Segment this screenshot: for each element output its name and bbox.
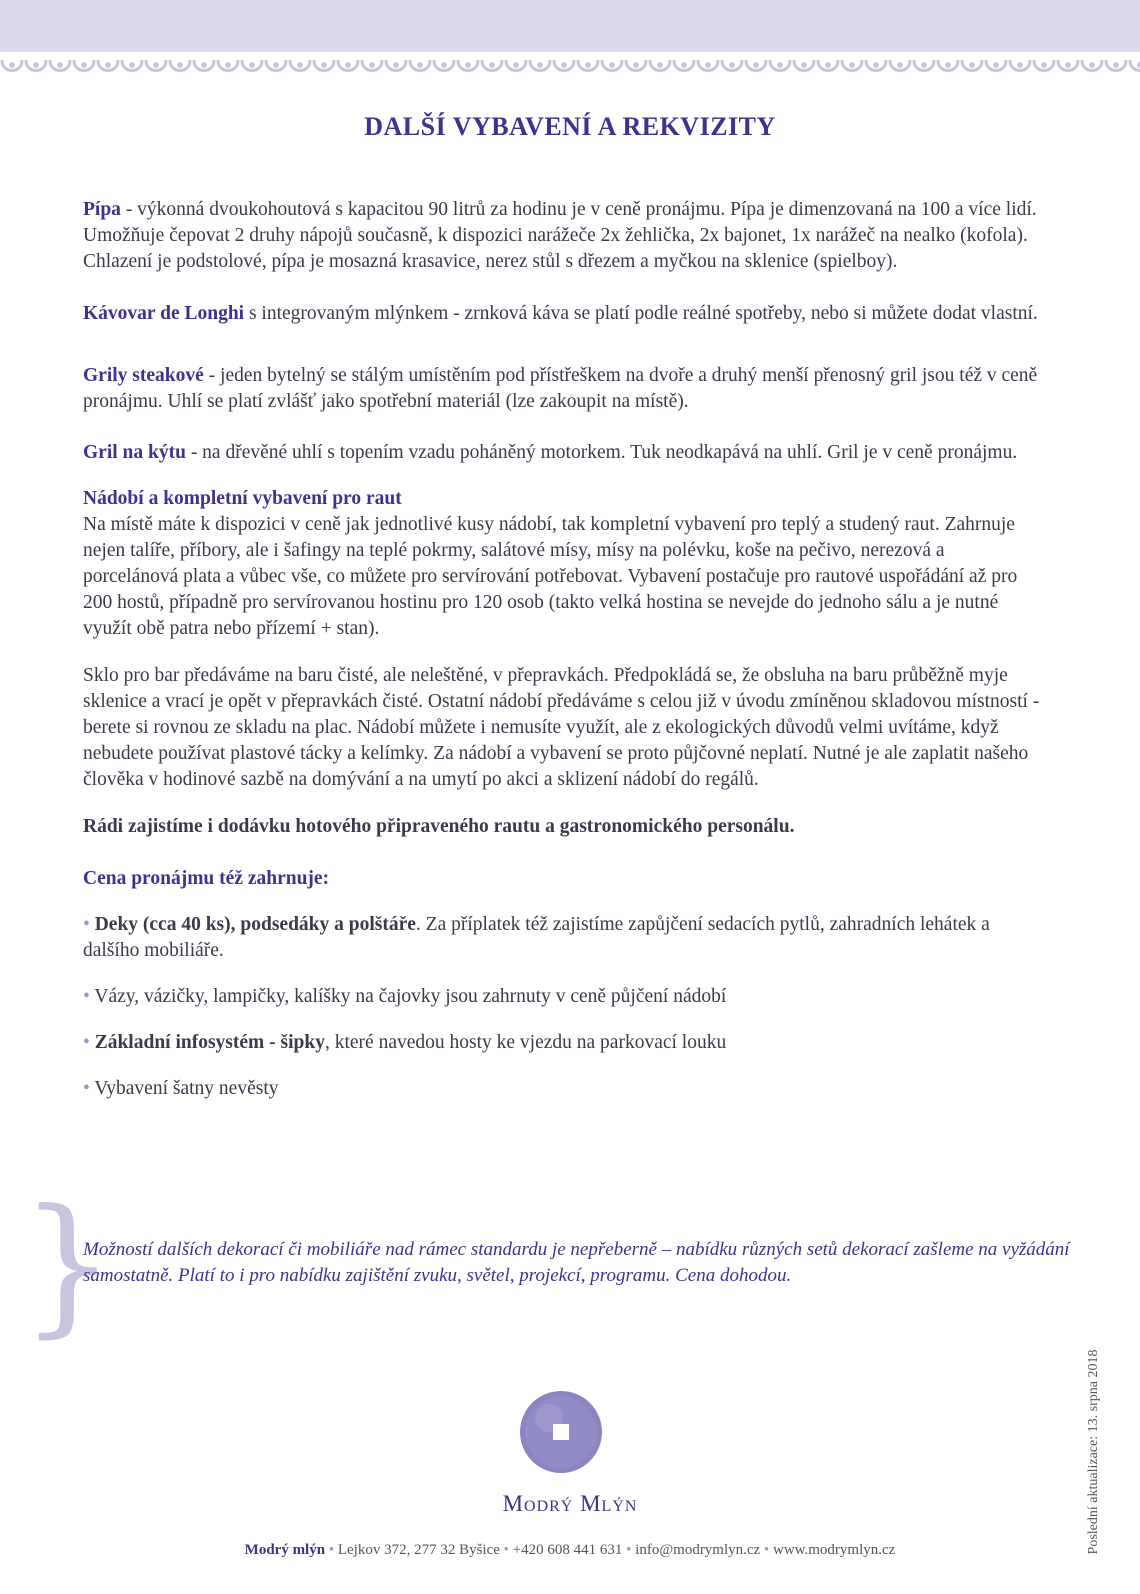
cena-item-text: , které navedou hosty ke vjezdu na parkovací louku: [324, 1032, 727, 1053]
pipa-text: - výkonná dvoukohoutová s kapacitou 90 litrů za hodinu je v ceně pronájmu. Pípa je dimenzovaná na 100 a více lidí. Umožňuje čepovat 2 druhy nápojů současně, k dispozici narážeče 2x žehlička, 2x bajonet, 1x narážeč na nealko (kofola). Chlazení je podstolové, pípa je mosazná krasavice, nerez stůl s dřezem a myčkou na sklenice (spielboy).: [83, 199, 1037, 272]
bullet-icon: •: [83, 914, 90, 935]
brace-ornament-icon: }: [20, 1178, 116, 1352]
kavovar-text: s integrovaným mlýnkem - zrnková káva se platí podle reálné spotřeby, nebo si můžete dodat vlastní.: [244, 303, 1038, 324]
footer-phone: +420 608 441 631: [512, 1542, 623, 1558]
header-band: [0, 0, 1140, 52]
grily-text: - jeden bytelný se stálým umístěním pod přístřeškem na dvoře a druhý menší přenosný gril jsou též v ceně pronájmu. Uhlí se platí zvlášť jako spotřební materiál (lze zakoupit na místě).: [83, 365, 1038, 412]
footer-separator: •: [626, 1542, 632, 1558]
bullet-icon: •: [83, 1032, 90, 1053]
millstone-logo-icon: [519, 1390, 603, 1474]
brand-name: Modrý Mlýn: [502, 1491, 638, 1516]
cena-item-text: . Za příplatek též zajistíme zapůjčení sedacích pytlů, zahradních lehátek a dalšího mobiliáře.: [83, 914, 990, 961]
decoration-note: Možností dalších dekorací či mobiliáře nad rámec standardu je nepřeberně – nabídku různých setů dekorací zašleme na vyžádání samostatně. Platí to i pro nabídku zajištění zvuku, světel, projekcí, programu. Cena dohodou.: [83, 1239, 1070, 1286]
footer-separator: •: [763, 1542, 770, 1558]
sklo-paragraph: Sklo pro bar předáváme na baru čisté, ale neleštěné, v přepravkách. Předpokládá se, že obsluha na baru průběžně myje sklenice a vrací je opět v přepravkách čisté. Ostatní nádobí předáváme s celou již v úvodu zmíněnou skladovou místností - berete si rovnou ze skladu na plac. Nádobí můžete i nemusíte využít, ale z ekologických důvodů velmi uvítáme, když nebudete používat plastové tácky a kelímky. Za nádobí a vybavení se proto půjčovné neplatí. Nutné je ale zaplatit našeho člověka v hodinové sazbě na domývání a na umytí po akci a sklizení nádobí do regálů.: [83, 665, 1040, 790]
cena-item-bold: Základní infosystém - šipky: [94, 1032, 325, 1053]
cena-item-text: Vybavení šatny nevěsty: [94, 1078, 279, 1099]
pipa-term: Pípa: [83, 199, 121, 220]
kyta-term: Gril na kýtu: [83, 442, 186, 463]
ornament-border: [0, 52, 1140, 84]
update-stamp: Poslední aktualizace: 13. srpna 2018: [1086, 1349, 1101, 1555]
footer-separator: •: [328, 1542, 335, 1558]
footer-separator: •: [503, 1542, 509, 1558]
kavovar-term: Kávovar de Longhi: [83, 303, 245, 324]
nadobi-text: Na místě máte k dispozici v ceně jak jednotlivé kusy nádobí, tak kompletní vybavení pro teplý a studený raut. Zahrnuje nejen talíře, příbory, ale i šafingy na teplé pokrmy, salátové mísy, mísy na polévku, koše na pečivo, nerezová a porcelánová plata a vůbec vše, co můžete pro servírování potřebovat. Vybavení postačuje pro rautové uspořádání až pro 200 hostů, případně pro servírovanou hostinu pro 120 osob (takto velká hostina se nevejde do jednoho sálu a je nutné využít obě patra nebo přízemí + stan).: [83, 514, 1018, 639]
pipa-paragraph: [83, 197, 1043, 275]
main-content: [83, 197, 1043, 1102]
kyta-paragraph: [83, 440, 1043, 466]
cena-heading: Cena pronájmu též zahrnuje:: [83, 868, 330, 889]
bullet-icon: •: [83, 986, 90, 1007]
cena-item-text: Vázy, vázičky, lampičky, kalíšky na čajovky jsou zahrnuty v ceně půjčení nádobí: [94, 986, 727, 1007]
bullet-icon: •: [83, 1078, 90, 1099]
footer-name: Modrý mlýn: [244, 1542, 326, 1558]
cena-item: [83, 912, 1043, 964]
cena-item-bold: Deky (cca 40 ks), podsedáky a polštáře: [94, 914, 416, 935]
footer: [0, 1542, 1140, 1559]
grily-term: Grily steakové: [83, 365, 204, 386]
footer-email[interactable]: info@modrymlyn.cz: [635, 1542, 761, 1558]
cena-item: [83, 984, 1043, 1010]
kyta-text: - na dřevěné uhlí s topením vzadu poháněný motorkem. Tuk neodkapává na uhlí. Gril je v ceně pronájmu.: [185, 442, 1018, 463]
footer-address: Lejkov 372, 277 32 Byšice: [337, 1542, 500, 1558]
page-title: DALŠÍ VYBAVENÍ A REKVIZITY: [364, 112, 776, 141]
footer-web[interactable]: www.modrymlyn.cz: [772, 1542, 896, 1558]
kavovar-paragraph: [83, 301, 1043, 327]
cena-item: [83, 1076, 1043, 1102]
catering-paragraph: Rádi zajistíme i dodávku hotového připraveného rautu a gastronomického personálu.: [83, 816, 795, 837]
grily-paragraph: [83, 363, 1043, 415]
cena-item: [83, 1030, 1043, 1056]
nadobi-heading: Nádobí a kompletní vybavení pro raut: [83, 488, 402, 509]
